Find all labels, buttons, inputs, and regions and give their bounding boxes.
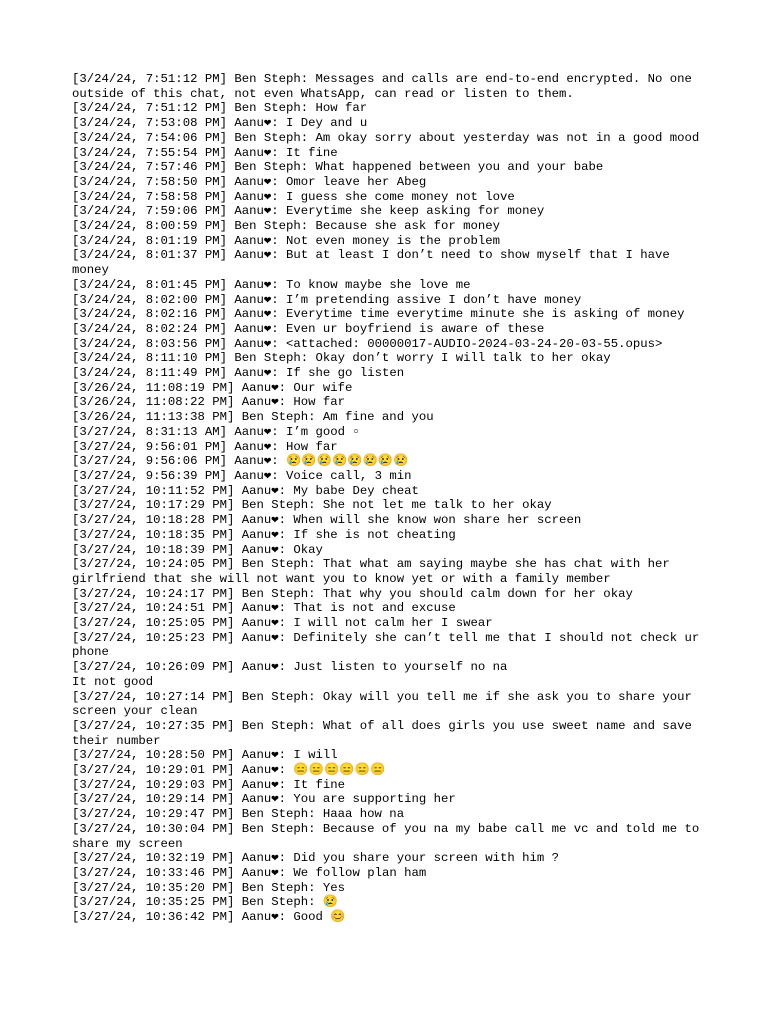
message-line: [3/27/24, 10:36:42 PM] Aanu❤: Good 😊 (72, 910, 346, 925)
message-line: [3/24/24, 7:58:58 PM] Aanu❤: I guess she come money not love (72, 189, 515, 204)
message-line: [3/24/24, 8:00:59 PM] Ben Steph: Because she ask for money (72, 219, 501, 234)
message-line: [3/27/24, 10:29:01 PM] Aanu❤: 😑😑😑😑😑😑 (72, 763, 386, 778)
message-line: [3/24/24, 7:53:08 PM] Aanu❤: I Dey and u (72, 116, 368, 131)
message-line: [3/27/24, 10:33:46 PM] Aanu❤: We follow plan ham (72, 865, 427, 880)
message-line: [3/27/24, 10:25:23 PM] Aanu❤: Definitely she can’t tell me that I should not check ur phone (72, 630, 707, 660)
message-line: [3/27/24, 10:29:03 PM] Aanu❤: It fine (72, 777, 346, 792)
chat-transcript (72, 72, 707, 925)
message-line: [3/27/24, 10:18:39 PM] Aanu❤: Okay (72, 542, 323, 557)
message-line: [3/24/24, 7:57:46 PM] Ben Steph: What happened between you and your babe (72, 160, 604, 175)
message-line: [3/27/24, 10:25:05 PM] Aanu❤: I will not calm her I swear (72, 616, 493, 631)
message-line: [3/24/24, 8:01:37 PM] Aanu❤: But at least I don’t need to show myself that I have money (72, 248, 678, 278)
message-line: [3/24/24, 8:02:00 PM] Aanu❤: I’m pretending assive I don’t have money (72, 292, 582, 307)
message-line: [3/24/24, 7:55:54 PM] Aanu❤: It fine (72, 145, 338, 160)
message-line: [3/24/24, 8:02:16 PM] Aanu❤: Everytime time everytime minute she is asking of money (72, 307, 685, 322)
message-line: [3/26/24, 11:08:19 PM] Aanu❤: Our wife (72, 380, 353, 395)
message-line: [3/27/24, 9:56:39 PM] Aanu❤: Voice call, 3 min (72, 468, 412, 483)
message-line: [3/24/24, 8:02:24 PM] Aanu❤: Even ur boyfriend is aware of these (72, 321, 545, 336)
message-line: [3/27/24, 10:24:17 PM] Ben Steph: That why you should calm down for her okay (72, 586, 633, 601)
message-line: [3/27/24, 8:31:13 AM] Aanu❤: I’m good ▫ (72, 424, 360, 439)
message-line: [3/24/24, 7:51:12 PM] Ben Steph: How far (72, 101, 368, 116)
message-line: [3/27/24, 10:18:35 PM] Aanu❤: If she is not cheating (72, 527, 456, 542)
message-line: [3/27/24, 10:35:25 PM] Ben Steph: 😢 (72, 895, 339, 910)
message-line: [3/24/24, 8:11:10 PM] Ben Steph: Okay don’t worry I will talk to her okay (72, 351, 611, 366)
message-line: [3/27/24, 10:17:29 PM] Ben Steph: She not let me talk to her okay (72, 498, 552, 513)
message-line: [3/27/24, 10:29:47 PM] Ben Steph: Haaa how na (72, 807, 405, 822)
message-line: [3/27/24, 10:32:19 PM] Aanu❤: Did you share your screen with him ? (72, 851, 560, 866)
message-line: [3/24/24, 7:58:50 PM] Aanu❤: Omor leave her Abeg (72, 174, 427, 189)
message-line: [3/27/24, 10:24:05 PM] Ben Steph: That what am saying maybe she has chat with her girlfriend that she will not want you to know yet or with a family member (72, 557, 678, 586)
message-line: [3/27/24, 10:35:20 PM] Ben Steph: Yes (72, 880, 346, 895)
message-line: [3/26/24, 11:08:22 PM] Aanu❤: How far (72, 395, 346, 410)
message-line: [3/24/24, 8:01:19 PM] Aanu❤: Not even money is the problem (72, 233, 501, 248)
message-line: [3/27/24, 10:24:51 PM] Aanu❤: That is not and excuse (72, 601, 456, 616)
message-line: [3/27/24, 9:56:01 PM] Aanu❤: How far (72, 439, 338, 454)
message-line: [3/26/24, 11:13:38 PM] Ben Steph: Am fine and you (72, 410, 434, 425)
message-line: [3/27/24, 9:56:06 PM] Aanu❤: 😢😢😢😢😢😢😢😢 (72, 454, 409, 469)
message-line: [3/27/24, 10:27:14 PM] Ben Steph: Okay will you tell me if she ask you to share your screen your clean (72, 689, 700, 719)
message-line: [3/27/24, 10:29:14 PM] Aanu❤: You are supporting her (72, 792, 456, 807)
message-line: [3/27/24, 10:26:09 PM] Aanu❤: Just listen to yourself no na It not good (72, 660, 508, 689)
message-line: [3/27/24, 10:30:04 PM] Ben Steph: Because of you na my babe call me vc and told me to share my screen (72, 821, 707, 851)
message-line: [3/27/24, 10:28:50 PM] Aanu❤: I will (72, 748, 338, 763)
message-line: [3/24/24, 8:11:49 PM] Aanu❤: If she go listen (72, 366, 405, 381)
message-line: [3/27/24, 10:18:28 PM] Aanu❤: When will she know won share her screen (72, 513, 582, 528)
message-line: [3/24/24, 7:54:06 PM] Ben Steph: Am okay sorry about yesterday was not in a good mood (72, 130, 700, 145)
attachment-line: [3/24/24, 8:03:56 PM] Aanu❤: <attached: 00000017-AUDIO-2024-03-24-20-03-55.opus> (72, 336, 663, 351)
message-line: [3/24/24, 7:59:06 PM] Aanu❤: Everytime she keep asking for money (72, 204, 545, 219)
message-line: [3/24/24, 7:51:12 PM] Ben Steph: Messages and calls are end-to-end encrypted. No one outside of this chat, not even WhatsApp, can read or listen to them. (72, 72, 700, 101)
message-line: [3/27/24, 10:27:35 PM] Ben Steph: What of all does girls you use sweet name and save their number (72, 718, 700, 748)
message-line: [3/27/24, 10:11:52 PM] Aanu❤: My babe Dey cheat (72, 483, 419, 498)
message-line: [3/24/24, 8:01:45 PM] Aanu❤: To know maybe she love me (72, 277, 471, 292)
